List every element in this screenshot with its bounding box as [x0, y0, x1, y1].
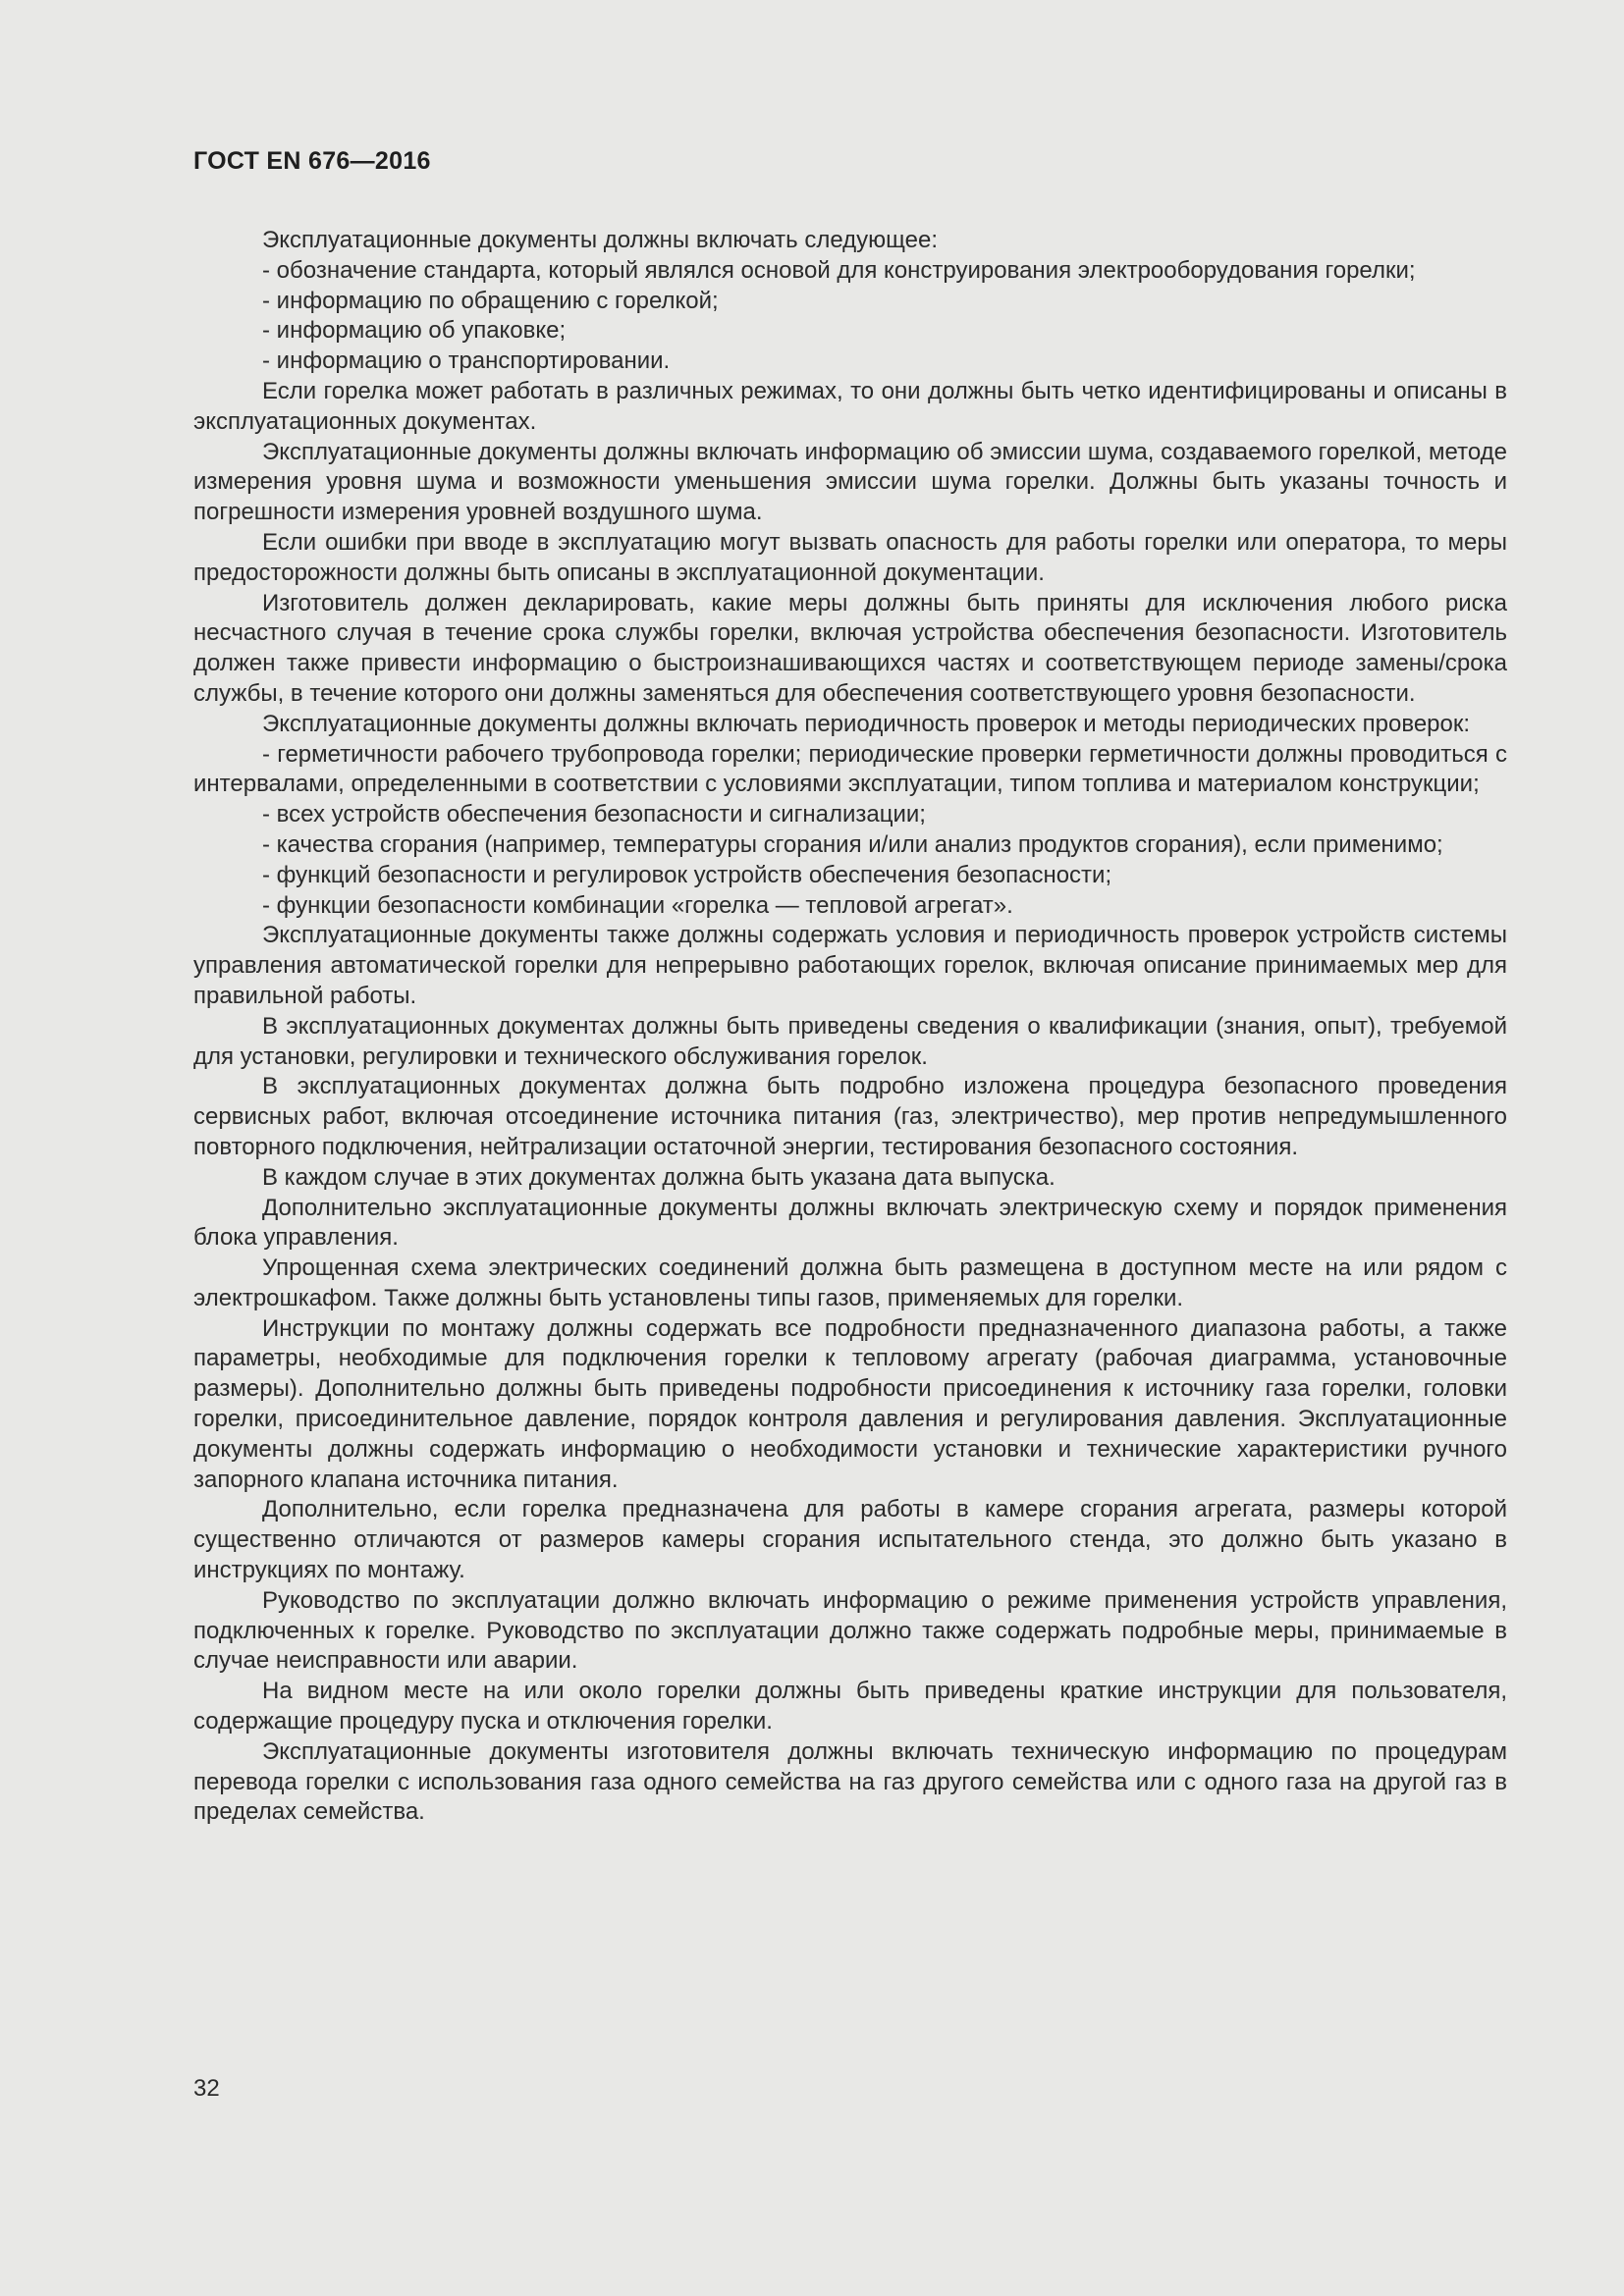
- paragraph: В эксплуатационных документах должны быть приведены сведения о квалификации (знания, опыт), требуемой для установки, регулировки и технического обслуживания горелок.: [193, 1012, 1507, 1070]
- list-item: - информацию об упаковке;: [262, 317, 567, 345]
- paragraph: Изготовитель должен декларировать, какие меры должны быть приняты для исключения любого риска несчастного случая в течение срока службы горелки, включая устройства обеспечения безопасности. Изготовитель должен также привести информацию о быстроизнашивающихся частях и соответствующем периоде замены/срока службы, в течение которого они должны заменяться для обеспечения соответствующего уровня безопасности.: [193, 589, 1507, 707]
- list-item: - герметичности рабочего трубопровода горелки; периодические проверки герметичности должны проводиться с интервалами, определенными в соответствии с условиями эксплуатации, типом топлива и материалом конструкции;: [193, 740, 1507, 798]
- paragraph: Руководство по эксплуатации должно включать информацию о режиме применения устройств управления, подключенных к горелке. Руководство по эксплуатации должно также содержать подробные меры, принимаемые в случае неисправности или аварии.: [193, 1586, 1507, 1675]
- paragraph: Инструкции по монтажу должны содержать все подробности предназначенного диапазона работы, а также параметры, необходимые для подключения горелки к тепловому агрегату (рабочая диаграмма, установочные размеры). Дополнительно должны быть приведены подробности присоединения к источнику газа горелки, головки горелки, присоединительное давление, порядок контроля давления и регулирования давления. Эксплуатационные документы должны содержать информацию о необходимости установки и технические характеристики ручного запорного клапана источника питания.: [193, 1314, 1507, 1493]
- list-item: - функции безопасности комбинации «горелка — тепловой агрегат».: [262, 891, 1013, 919]
- paragraph: Если горелка может работать в различных режимах, то они должны быть четко идентифицированы и описаны в эксплуатационных документах.: [193, 377, 1507, 435]
- list-item: - обозначение стандарта, который являлся основой для конструирования электрооборудования горелки;: [262, 256, 1416, 284]
- paragraph: Эксплуатационные документы должны включать информацию об эмиссии шума, создаваемого горелкой, методе измерения уровня шума и возможности уменьшения эмиссии шума горелки. Должны быть указаны точность и погрешности измерения уровней воздушного шума.: [193, 438, 1507, 526]
- list-item: - функций безопасности и регулировок устройств обеспечения безопасности;: [262, 861, 1112, 888]
- paragraph: В каждом случае в этих документах должна быть указана дата выпуска.: [262, 1163, 1056, 1191]
- paragraph: Дополнительно эксплуатационные документы должны включать электрическую схему и порядок применения блока управления.: [193, 1194, 1507, 1252]
- list-item: - всех устройств обеспечения безопасности и сигнализации;: [262, 801, 926, 828]
- page-number: 32: [193, 2075, 220, 2102]
- list-item: - качества сгорания (например, температуры сгорания и/или анализ продуктов сгорания), если применимо;: [262, 830, 1443, 858]
- paragraph: Упрощенная схема электрических соединений должна быть размещена в доступном месте на или рядом с электрошкафом. Также должны быть установлены типы газов, применяемых для горелки.: [193, 1255, 1507, 1311]
- paragraph: Эксплуатационные документы также должны содержать условия и периодичность проверок устройств системы управления автоматической горелки для непрерывно работающих горелок, включая описание принимаемых мер для правильной работы.: [193, 922, 1507, 1009]
- list-item: - информацию по обращению с горелкой;: [262, 287, 719, 314]
- paragraph: Дополнительно, если горелка предназначена для работы в камере сгорания агрегата, размеры которой существенно отличаются от размеров камеры сгорания испытательного стенда, это должно быть указано в инструкциях по монтажу.: [193, 1496, 1507, 1584]
- paragraph: В эксплуатационных документах должна быть подробно изложена процедура безопасного проведения сервисных работ, включая отсоединение источника питания (газ, электричество), мер против непредумышленного повторного подключения, нейтрализации остаточной энергии, тестирования безопасного состояния.: [193, 1073, 1507, 1160]
- paragraph: Если ошибки при вводе в эксплуатацию могут вызвать опасность для работы горелки или оператора, то меры предосторожности должны быть описаны в эксплуатационной документации.: [193, 528, 1507, 586]
- paragraph: Эксплуатационные документы должны включать следующее:: [262, 227, 938, 253]
- paragraph: Эксплуатационные документы должны включать периодичность проверок и методы периодических проверок:: [262, 710, 1471, 737]
- paragraph: На видном месте на или около горелки должны быть приведены краткие инструкции для пользователя, содержащие процедуру пуска и отключения горелки.: [193, 1678, 1507, 1735]
- document-header: ГОСТ EN 676—2016: [193, 147, 431, 175]
- document-body: [193, 226, 1507, 1828]
- list-item: - информацию о транспортировании.: [262, 347, 671, 375]
- paragraph: Эксплуатационные документы изготовителя должны включать техническую информацию по процедурам перевода горелки с использования газа одного семейства на газ другого семейства или с одного газа на другой газ в пределах семейства.: [193, 1737, 1507, 1826]
